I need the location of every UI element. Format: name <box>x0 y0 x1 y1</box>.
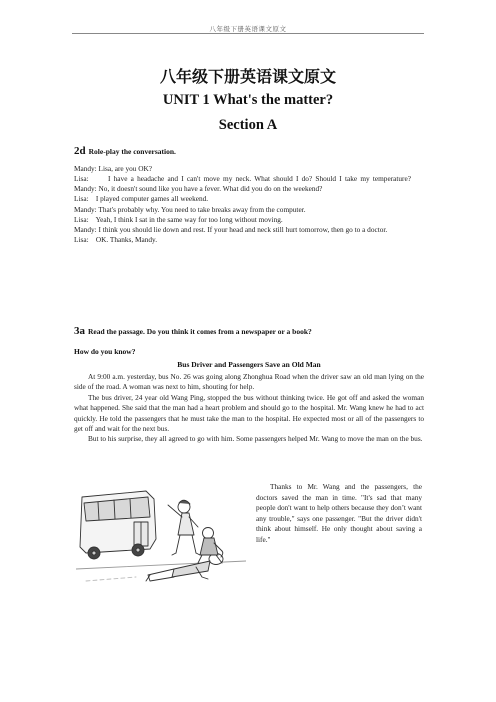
dialogue-line <box>74 205 424 215</box>
speaker-name: Lisa: <box>74 234 89 244</box>
task-number: 3a <box>74 325 85 337</box>
speaker-name: Mandy: <box>74 184 97 194</box>
task-number: 2d <box>74 145 86 157</box>
article-body <box>74 372 424 445</box>
dialogue-text: No, it doesn't sound like you have a fever. What did you do on the weekend? <box>98 184 323 194</box>
dialogue-line <box>74 225 424 235</box>
speaker-name: Lisa: <box>74 174 89 184</box>
dialogue-text: I played computer games all weekend. <box>95 194 209 204</box>
dialogue-line <box>74 164 424 174</box>
section-title: Section A <box>218 117 278 133</box>
dialogue <box>74 164 424 245</box>
speaker-name: Lisa: <box>74 214 89 224</box>
dialogue-text: Lisa, are you OK? <box>98 164 153 173</box>
dialogue-text: I think you should lie down and rest. If your head and neck still hurt tomorrow, then go to a doctor. <box>98 224 388 234</box>
page-title: 八年级下册英语课文原文 <box>159 69 336 86</box>
header-rule <box>72 33 424 34</box>
task-label: Role-play the conversation. <box>88 147 176 156</box>
dialogue-text: I have a headache and I can't move my neck. What should I do? Should I take my temperature? <box>108 174 411 184</box>
task-3a-heading <box>74 325 312 337</box>
page-header: 八年级下册英语课文原文 <box>209 26 287 33</box>
article-side-paragraph <box>256 482 422 546</box>
unit-title: UNIT 1 What's the matter? <box>162 92 334 108</box>
speaker-name: Mandy: <box>74 204 97 214</box>
article-paragraph: The bus driver, 24 year old Wang Ping, stopped the bus without thinking twice. He got off and asked the woman what happened. She said that the man had a heart problem and should go to the hospital. Mr. Wang knew he had to act quickly. He told the passengers that he must take the man to the hospital. He expected most or all of the passengers to get off and wait for the next bus. <box>74 392 424 434</box>
task-question: How do you know? <box>74 347 136 356</box>
bus-rescue-illustration <box>76 477 246 591</box>
speaker-name: Mandy: <box>74 224 97 234</box>
dialogue-text: Yeah, I think I sat in the same way for too long without moving. <box>95 214 283 224</box>
dialogue-line <box>74 215 424 225</box>
speaker-name: Lisa: <box>74 194 89 204</box>
article-paragraph: Thanks to Mr. Wang and the passengers, the doctors saved the man in time. "It's sad that many people don't want to help others because they don’t want any trouble," says one passenger. "But the driver didn't think about himself. He only thought about saving a life." <box>256 482 422 544</box>
dialogue-text: OK. Thanks, Mandy. <box>95 234 158 244</box>
task-2d-heading <box>74 145 176 157</box>
article-paragraph: But to his surprise, they all agreed to go with him. Some passengers helped Mr. Wang to move the man on the bus. <box>88 434 423 444</box>
dialogue-line <box>74 194 424 204</box>
speaker-name: Mandy: <box>74 164 97 173</box>
dialogue-line <box>74 235 424 245</box>
dialogue-line <box>74 174 424 184</box>
dialogue-text: That's probably why. You need to take breaks away from the computer. <box>98 204 306 214</box>
task-label: Read the passage. Do you think it comes from a newspaper or a book? <box>88 327 312 336</box>
article-headline: Bus Driver and Passengers Save an Old Man <box>177 360 321 369</box>
article-paragraph: At 9:00 a.m. yesterday, bus No. 26 was going along Zhonghua Road when the driver saw an old man lying on the side of the road. A woman was next to him, shouting for help. <box>74 372 424 392</box>
dialogue-line <box>74 184 424 194</box>
